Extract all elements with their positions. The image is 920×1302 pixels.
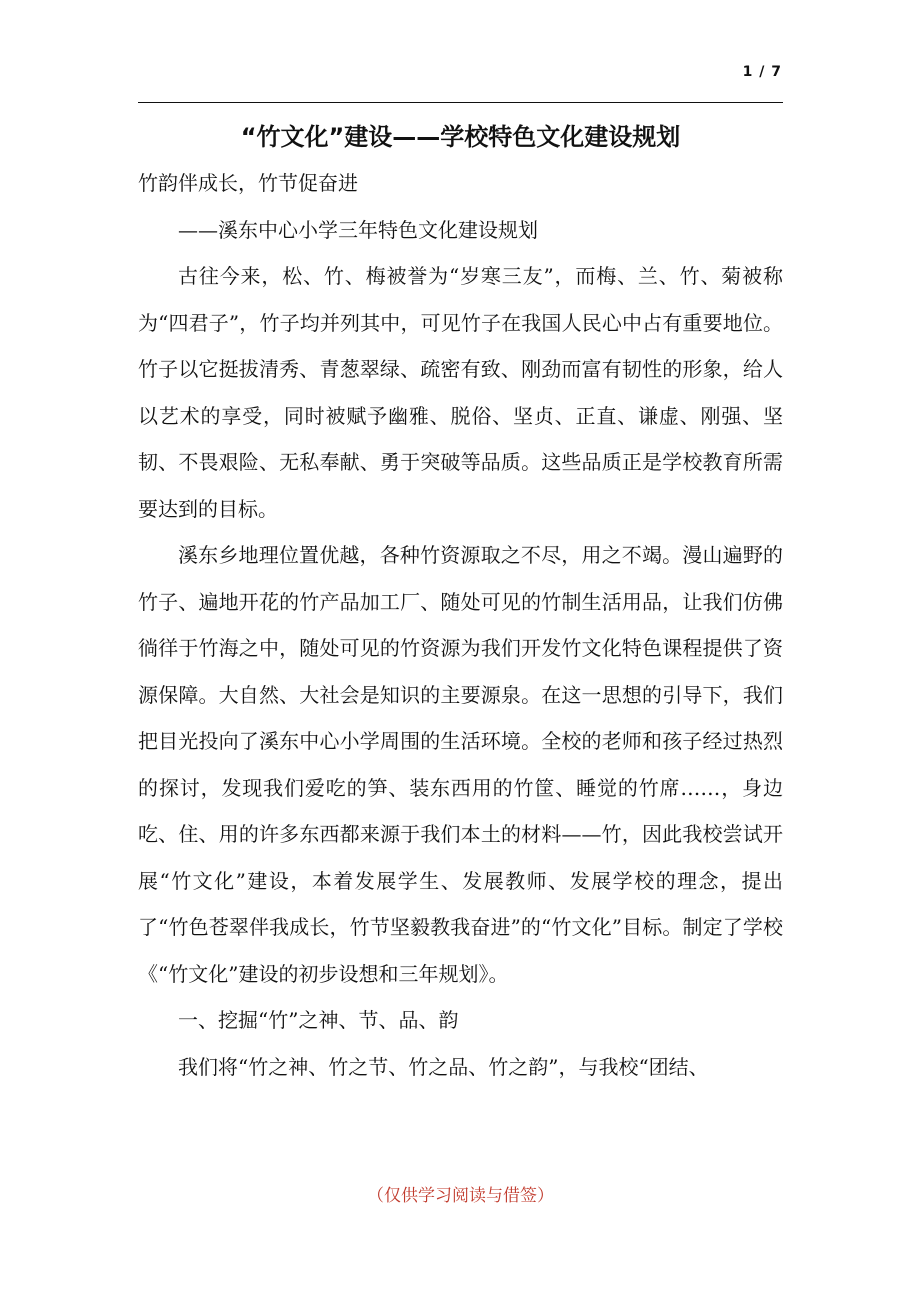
header-divider (138, 102, 783, 103)
document-subtitle: 竹韵伴成长，竹节促奋进 (138, 171, 358, 195)
section-heading: 一、挖掘“竹”之神、节、品、韵 (178, 1008, 459, 1032)
document-title: “竹文化”建设——学校特色文化建设规划 (240, 123, 681, 151)
document-body (138, 160, 783, 1090)
document-byline: ——溪东中心小学三年特色文化建设规划 (178, 217, 538, 242)
paragraph-1: 古往今来，松、竹、梅被誉为“岁寒三友”，而梅、兰、竹、菊被称为“四君子”，竹子均并列其中，可见竹子在我国人民心中占有重要地位。竹子以它挺拔清秀、青葱翠绿、疏密有致、刚劲而富有韧性的形象，给人以艺术的享受，同时被赋予幽雅、脱俗、坚贞、正直、谦虚、刚强、坚韧、不畏艰险、无私奉献、勇于突破等品质。这些品质正是学校教育所需要达到的目标。 (138, 264, 783, 521)
footer-note: （仅供学习阅读与借签） (367, 1186, 554, 1206)
section-paragraph: 我们将“竹之神、竹之节、竹之品、竹之韵”，与我校“团结、 (178, 1054, 709, 1079)
page-number: 1 / 7 (742, 64, 782, 80)
paragraph-2: 溪东乡地理位置优越，各种竹资源取之不尽，用之不竭。漫山遍野的竹子、遍地开花的竹产品加工厂、随处可见的竹制生活用品，让我们仿佛徜徉于竹海之中，随处可见的竹资源为我们开发竹文化特色课程提供了资源保障。大自然、大社会是知识的主要源泉。在这一思想的引导下，我们把目光投向了溪东中心小学周围的生活环境。全校的老师和孩子经过热烈的探讨，发现我们爱吃的笋、装东西用的竹筐、睡觉的竹席……，身边吃、住、用的许多东西都来源于我们本土的材料——竹，因此我校尝试开展“竹文化”建设，本着发展学生、发展教师、发展学校的理念，提出了“竹色苍翠伴我成长，竹节坚毅教我奋进”的“竹文化”目标。制定了学校《“竹文化”建设的初步设想和三年规划》。 (138, 543, 783, 986)
